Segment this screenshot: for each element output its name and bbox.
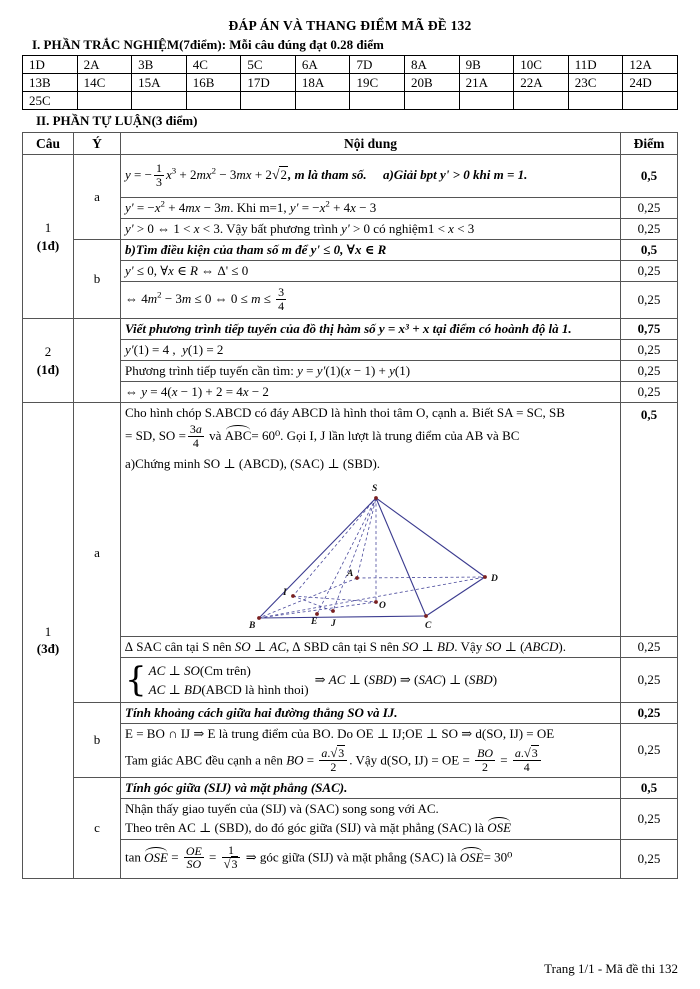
q3-c-body-2: tan OSE = $\frac{OE}{SO}$ = $\frac{1}{√3}$ ⇒ góc giữa (SIJ) và mặt phẳng (SAC) là OSE= 30⁰	[121, 839, 621, 878]
mcq-cell	[459, 92, 514, 110]
q3-c-points-1: 0,25	[621, 798, 678, 839]
q3-row-2-cond1: AC ⊥ SO(Cm trên)	[148, 662, 251, 678]
q1-row-3: y' ≤ 0, ∀x ∈ R ⇔ Δ' ≤ 0	[121, 261, 621, 282]
mcq-cell: 10C	[514, 56, 569, 74]
mcq-cell: 8A	[405, 56, 460, 74]
essay-answer-table	[22, 132, 678, 879]
table-row	[23, 56, 678, 74]
q2-row-2: Phương trình tiếp tuyến cần tìm: y = y′(1)(x − 1) + y(1)	[121, 361, 621, 382]
mcq-cell: 13B	[23, 74, 78, 92]
q1-statement-b: b)Tìm điều kiện của tham số m để y' ≤ 0, ∀x ∈ R	[121, 240, 621, 261]
q3-b-line2-mid: . Vậy d(SO, IJ) = OE =	[349, 752, 470, 768]
q2-statement: Viết phương trình tiếp tuyến của đồ thị hàm số y = x³ + x tại điểm có hoành độ là 1.	[121, 319, 621, 340]
page-footer: Trang 1/1 - Mã đề thi 132	[544, 961, 678, 976]
q3-statement-points: 0,5	[621, 403, 678, 637]
mcq-cell: 25C	[23, 92, 78, 110]
diagram-label-C: C	[424, 621, 431, 629]
mcq-cell: 15A	[132, 74, 187, 92]
table-row	[23, 798, 678, 839]
question-3-part-b-label: b	[74, 703, 121, 778]
mcq-cell: 18A	[295, 74, 350, 92]
question-1-number	[23, 155, 74, 319]
mcq-cell: 2A	[77, 56, 132, 74]
cau-points: (1đ)	[36, 237, 60, 253]
q3-statement-line2-mid: và	[209, 428, 222, 444]
q2-row-2-text: Phương trình tiếp tuyến cần tìm:	[125, 363, 294, 378]
mcq-cell: 9B	[459, 56, 514, 74]
mcq-cell	[295, 92, 350, 110]
mcq-cell	[241, 92, 296, 110]
q1-statement-a: y = − $\frac{1}{3}$ $x^3 + 2mx^2 - 3mx + 2√2$, m là tham số. a)Giải bpt y' > 0 khi m = 1.	[121, 155, 621, 198]
mcq-cell: 3B	[132, 56, 187, 74]
mcq-cell: 1D	[23, 56, 78, 74]
q3-c-statement: Tính góc giữa (SIJ) và mặt phẳng (SAC).	[121, 777, 621, 798]
cau-points: (1đ)	[36, 361, 60, 377]
q1-statement-b-points: 0,5	[621, 240, 678, 261]
q3-statement-line2: = SD, SO = $\frac{3a}{4}$ và ABC= 60⁰. Gọi I, J lần lượt là trung điểm của AB và BC	[125, 422, 520, 450]
q3-c-statement-points: 0,5	[621, 777, 678, 798]
q3-b-line1: E = BO ∩ IJ ⇒ E là trung điểm của BO. Do OE ⊥ IJ;OE ⊥ SO ⇒ d(SO, IJ) = OE	[125, 726, 555, 742]
question-1-part-b-label: b	[74, 240, 121, 319]
mcq-cell: 5C	[241, 56, 296, 74]
diagram-label-O: O	[378, 601, 386, 612]
q1-row-2-text2: có nghiệm	[373, 221, 428, 236]
q3-row-2-cond2: AC ⊥ BD(ABCD là hình thoi)	[148, 682, 309, 698]
q3-statement-line2-pre: = SD, SO =	[125, 428, 186, 444]
q3-statement-line3: a)Chứng minh SO ⊥ (ABCD), (SAC) ⊥ (SBD).	[125, 456, 381, 472]
q1-row-1-text: . Khi m=1,	[230, 200, 287, 215]
question-3-part-c-label: c	[74, 777, 121, 878]
mcq-cell: 4C	[186, 56, 241, 74]
mcq-cell	[77, 92, 132, 110]
question-3-part-a-label: a	[74, 403, 121, 703]
section-2-heading: II. PHẦN TỰ LUẬN(3 điểm)	[36, 113, 198, 128]
q3-b-line2-pre: Tam giác ABC đều cạnh a nên	[125, 752, 283, 768]
q3-row-1-mid: , ∆ SBD cân tại S nên	[286, 639, 400, 655]
q3-row-1-points: 0,25	[621, 637, 678, 658]
q1-row-2-text: . Vậy bất phương trình	[219, 221, 338, 236]
cau-number: 1	[44, 623, 52, 639]
q3-c-body-1	[121, 798, 621, 839]
q3-c-points-2: 0,25	[621, 839, 678, 878]
table-row	[23, 637, 678, 658]
q3-row-2	[121, 658, 621, 703]
left-brace-icon: {	[125, 659, 147, 700]
mcq-table-body	[23, 56, 678, 110]
section-1-heading: I. PHẦN TRẮC NGHIỆM(7điểm): Mỗi câu đúng đạt 0.28 điểm	[32, 37, 384, 52]
mcq-cell	[350, 92, 405, 110]
question-2-part-label	[74, 319, 121, 403]
essay-table-body	[23, 133, 678, 879]
q1-row-1: $y' = -x^2 + 4mx - 3m$. Khi m=1, $y' = -x^2 + 4x - 3$	[121, 198, 621, 219]
diagram-label-A: A	[346, 569, 353, 580]
q3-c-line2	[125, 817, 616, 836]
question-2-number	[23, 319, 74, 403]
table-row	[23, 839, 678, 878]
column-header-cau: Câu	[23, 133, 74, 155]
q1-row-2-points: 0,25	[621, 219, 678, 240]
mcq-cell	[514, 92, 569, 110]
table-row	[23, 155, 678, 198]
mcq-cell	[623, 92, 678, 110]
table-row	[23, 319, 678, 340]
q3-b-body	[121, 724, 621, 778]
q2-row-1: y′(1) = 4 , y(1) = 2	[121, 340, 621, 361]
q2-row-3-points: 0,25	[621, 382, 678, 403]
angle-ose-3: OSE	[459, 849, 484, 865]
table-row	[23, 198, 678, 219]
angle-ose: OSE	[487, 820, 512, 836]
q3-c-line2-pre: Theo trên AC ⊥ (SBD), do đó góc giữa (SIJ) và mặt phẳng (SAC) là	[125, 820, 485, 836]
cau-points: (3đ)	[36, 641, 60, 657]
table-row	[23, 361, 678, 382]
table-row	[23, 777, 678, 798]
table-row	[23, 703, 678, 724]
mcq-cell	[568, 92, 623, 110]
q1-row-2: y' > 0 ⇔ 1 < x < 3. Vậy bất phương trình y' > 0 có nghiệm1 < x < 3	[121, 219, 621, 240]
mcq-cell: 11D	[568, 56, 623, 74]
table-row	[23, 92, 678, 110]
q3-b-statement-points: 0,25	[621, 703, 678, 724]
question-1-part-a-label: a	[74, 155, 121, 240]
table-row	[23, 403, 678, 637]
column-header-noidung: Nội dung	[121, 133, 621, 155]
table-row	[23, 74, 678, 92]
mcq-cell: 24D	[623, 74, 678, 92]
mcq-cell: 6A	[295, 56, 350, 74]
q3-row-1-post: . Vậy	[454, 639, 483, 655]
q3-statement-line2-post: = 60⁰. Gọi I, J lần lượt là trung điểm của AB và BC	[251, 428, 520, 444]
mcq-cell: 16B	[186, 74, 241, 92]
diagram-label-J: J	[330, 619, 336, 629]
q2-statement-points: 0,75	[621, 319, 678, 340]
q3-statement-line1: Cho hình chóp S.ABCD có đáy ABCD là hình thoi tâm O, cạnh a. Biết SA = SC, SB	[125, 405, 565, 420]
q2-row-2-points: 0,25	[621, 361, 678, 382]
angle-abc: ABC	[224, 428, 252, 444]
table-row	[23, 340, 678, 361]
q3-c-line3-mid: ⇒ góc giữa (SIJ) và mặt phẳng (SAC) là	[245, 849, 457, 865]
mcq-cell: 23C	[568, 74, 623, 92]
mcq-cell: 17D	[241, 74, 296, 92]
table-row	[23, 219, 678, 240]
q1-statement-a-tail: , m là tham số.	[287, 166, 367, 182]
diagram-label-B: B	[248, 621, 255, 629]
diagram-label-D: D	[490, 574, 498, 585]
mcq-cell: 21A	[459, 74, 514, 92]
q1-statement-a-points: 0,5	[621, 155, 678, 198]
q3-c-line3-pre: tan	[125, 849, 141, 865]
q1-row-4: ⇔ $4m^2 - 3m \le 0$ ⇔ 0 ≤ m ≤ $\frac{3}{4}$	[121, 282, 621, 319]
diagram-label-E: E	[310, 617, 317, 628]
column-header-y: Ý	[74, 133, 121, 155]
table-row	[23, 282, 678, 319]
q3-row-1: ∆ SAC cân tại S nên SO ⊥ AC, ∆ SBD cân tại S nên SO ⊥ BD. Vậy SO ⊥ (ABCD).	[121, 637, 621, 658]
cau-number: 1	[44, 219, 52, 235]
q1-row-1-points: 0,25	[621, 198, 678, 219]
mcq-cell	[132, 92, 187, 110]
table-row	[23, 658, 678, 703]
mcq-cell: 20B	[405, 74, 460, 92]
q3-row-2-result: ⇒ AC ⊥ (SBD) ⇒ (SAC) ⊥ (SBD)	[314, 672, 498, 688]
q1-row-3-points: 0,25	[621, 261, 678, 282]
column-header-diem: Điểm	[621, 133, 678, 155]
mcq-answer-table	[22, 55, 678, 110]
diagram-label-I: I	[282, 588, 287, 599]
pyramid-diagram-icon	[221, 478, 521, 628]
q3-statement	[121, 403, 621, 637]
cau-number: 2	[44, 343, 52, 359]
mcq-cell: 12A	[623, 56, 678, 74]
table-row	[23, 261, 678, 282]
table-header-row	[23, 133, 678, 155]
diagram-label-S: S	[371, 484, 377, 495]
q1-row-4-points: 0,25	[621, 282, 678, 319]
q2-row-1-points: 0,25	[621, 340, 678, 361]
mcq-cell	[405, 92, 460, 110]
geometry-diagram-wrap	[125, 472, 616, 634]
q3-b-line2: Tam giác ABC đều cạnh a nên BO = $\frac{a.√3}{2}$ . Vậy d(SO, IJ) = OE = $\frac{BO}{2}$ = $\frac{a.√3}{4}$	[125, 742, 616, 775]
mcq-cell	[186, 92, 241, 110]
q1-task-a: a)Giải bpt y' > 0 khi m = 1.	[382, 166, 528, 182]
angle-ose-2: OSE	[144, 849, 168, 865]
table-row	[23, 382, 678, 403]
q3-row-1-pre: ∆ SAC cân tại S nên	[125, 639, 232, 655]
mcq-cell: 7D	[350, 56, 405, 74]
q3-b-points: 0,25	[621, 724, 678, 778]
mcq-cell: 14C	[77, 74, 132, 92]
table-row	[23, 724, 678, 778]
question-3-number	[23, 403, 74, 879]
mcq-cell: 19C	[350, 74, 405, 92]
q3-c-line3-post: = 30⁰	[483, 849, 513, 865]
q3-row-2-points: 0,25	[621, 658, 678, 703]
page-title: ĐÁP ÁN VÀ THANG ĐIỂM MÃ ĐỀ 132	[228, 18, 472, 33]
q3-c-line1: Nhận thấy giao tuyến của (SIJ) và (SAC) song song với AC.	[125, 801, 439, 817]
q3-b-statement: Tính khoảng cách giữa hai đường thẳng SO và IJ.	[121, 703, 621, 724]
mcq-cell: 22A	[514, 74, 569, 92]
table-row	[23, 240, 678, 261]
q2-row-3: ⇔ y = 4(x − 1) + 2 = 4x − 2	[121, 382, 621, 403]
